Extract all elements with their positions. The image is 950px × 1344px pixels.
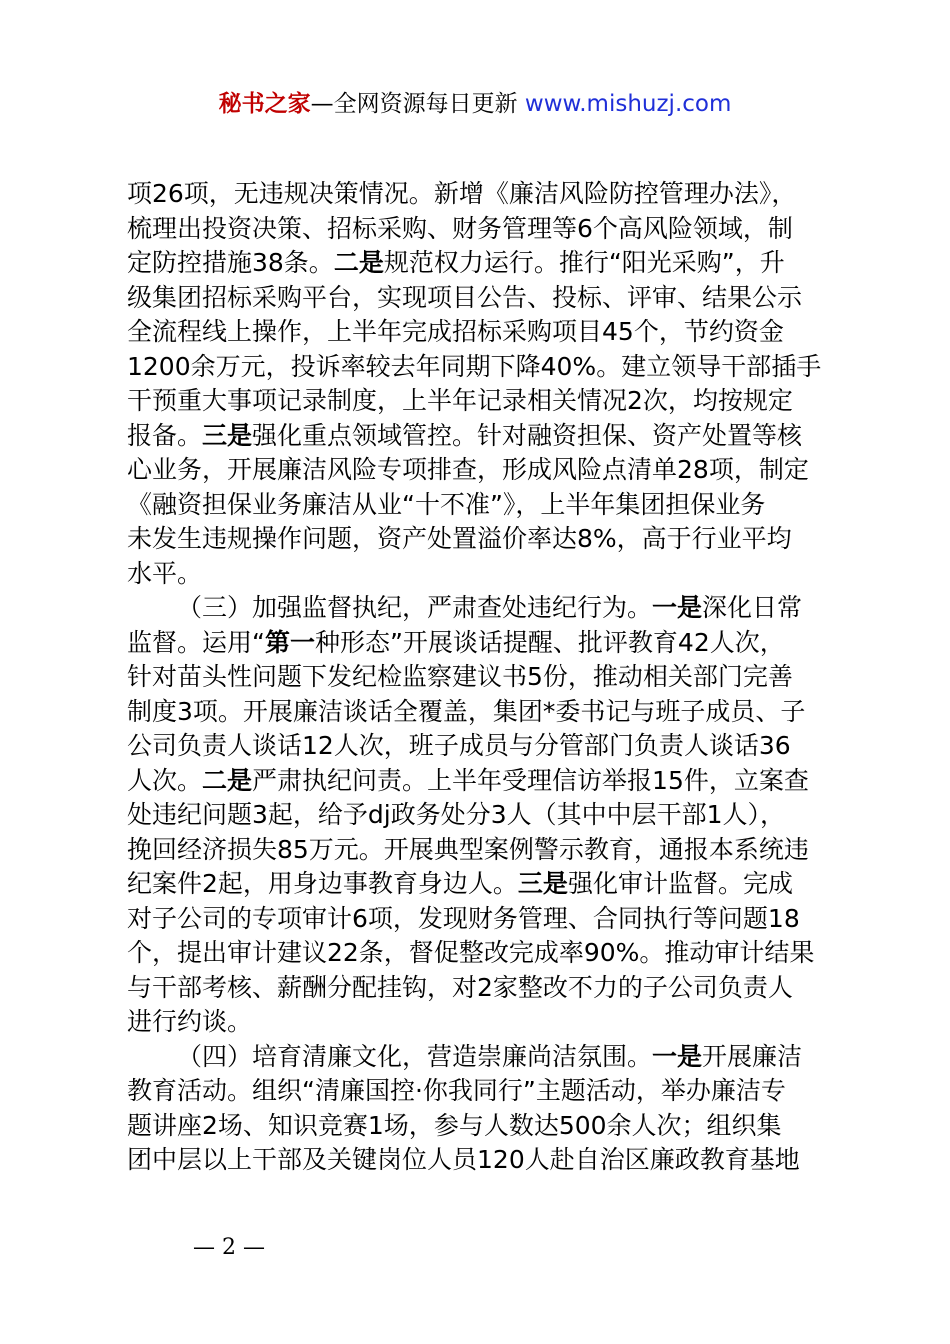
header-tagline: —全网资源每日更新 (310, 91, 525, 117)
text-run: 团中层以上干部及关键岗位人员120人赴自治区廉政教育基地 (127, 1145, 800, 1174)
text-line (127, 1143, 847, 1178)
text-run: 强化重点领域管控。针对融资担保、资产处置等核 (252, 420, 803, 450)
text-run: （三）加强监督执纪，严肃查处违纪行为。 (177, 593, 653, 622)
bold-keyword: 第一 (264, 627, 315, 657)
text-line (127, 867, 847, 902)
bold-keyword: 二是 (333, 248, 384, 277)
text-line (127, 246, 847, 281)
text-run: 种形态”开展谈话提醒、批评教育42人次， (314, 627, 785, 657)
text-line (127, 729, 847, 764)
text-line (127, 936, 847, 971)
text-line (127, 1109, 847, 1144)
text-line (127, 557, 847, 592)
text-run: 挽回经济损失85万元。开展典型案例警示教育，通报本系统违 (127, 834, 809, 864)
page-number: — 2 — (193, 1235, 265, 1260)
text-line (127, 212, 847, 247)
text-run: 项26项，无违规决策情况。新增《廉洁风险防控管理办法》， (127, 179, 797, 208)
text-run: 开展廉洁 (702, 1041, 803, 1071)
text-run: 1200余万元，投诉率较去年同期下降40%。建立领导干部插手 (127, 351, 822, 381)
bold-keyword: 二是 (202, 765, 253, 795)
text-run: 制度3项。开展廉洁谈话全覆盖，集团*委书记与班子成员、子 (127, 696, 806, 726)
text-line (127, 488, 847, 523)
text-line (127, 315, 847, 350)
text-run: 针对苗头性问题下发纪检监察建议书5份，推动相关部门完善 (127, 662, 793, 691)
text-line (127, 833, 847, 868)
text-run: 梳理出投资决策、招标采购、财务管理等6个高风险领域，制 (127, 213, 793, 243)
text-run: 题讲座2场、知识竞赛1场，参与人数达500余人次；组织集 (127, 1110, 782, 1140)
text-line (127, 281, 847, 316)
bold-keyword: 三是 (517, 869, 568, 898)
text-line (127, 453, 847, 488)
text-line (127, 798, 847, 833)
text-line (127, 1074, 847, 1109)
text-line (127, 384, 847, 419)
text-run: 对子公司的专项审计6项，发现财务管理、合同执行等问题18 (127, 903, 800, 933)
text-run: 深化日常 (702, 593, 803, 622)
bold-keyword: 一是 (652, 593, 703, 622)
text-run: 处违纪问题3起，给予dj政务处分3人（其中中层干部1人）， (127, 800, 786, 829)
text-run: 教育活动。组织“清廉国控·你我同行”主题活动，举办廉洁专 (127, 1076, 786, 1105)
site-header (0, 86, 950, 122)
text-line (127, 695, 847, 730)
brand-name: 秘书之家 (218, 91, 311, 117)
bold-keyword: 三是 (202, 420, 253, 450)
text-run: 进行约谈。 (127, 1007, 253, 1036)
text-run: 报备。 (127, 420, 203, 450)
paragraph (127, 591, 847, 1040)
text-line (127, 591, 847, 626)
text-run: 与干部考核、薪酬分配挂钩，对2家整改不力的子公司负责人 (127, 972, 793, 1002)
text-line (127, 177, 847, 212)
text-run: 心业务，开展廉洁风险专项排查，形成风险点清单28项，制定 (127, 455, 809, 484)
text-run: 定防控措施38条。 (127, 248, 334, 277)
text-run: 干预重大事项记录制度，上半年记录相关情况2次，均按规定 (127, 386, 793, 415)
text-line (127, 626, 847, 661)
text-run: 《融资担保业务廉洁从业“十不准”》，上半年集团担保业务 (127, 489, 766, 519)
text-run: 人次。 (127, 765, 203, 795)
text-run: 监督。运用“ (127, 627, 265, 657)
text-line (127, 522, 847, 557)
text-run: 强化审计监督。完成 (567, 869, 793, 898)
text-line (127, 902, 847, 937)
text-run: 纪案件2起，用身边事教育身边人。 (127, 869, 518, 898)
text-line (127, 660, 847, 695)
paragraph (127, 177, 847, 591)
text-line (127, 1040, 847, 1075)
paragraph (127, 1040, 847, 1178)
site-url-link[interactable]: www.mishuzj.com (524, 91, 732, 117)
bold-keyword: 一是 (652, 1041, 703, 1071)
text-line (127, 419, 847, 454)
text-run: 水平。 (127, 558, 203, 588)
text-run: 未发生违规操作问题，资产处置溢价率达8%，高于行业平均 (127, 524, 792, 553)
text-run: 严肃执纪问责。上半年受理信访举报15件，立案查 (252, 765, 809, 795)
text-run: （四）培育清廉文化，营造崇廉尚洁氛围。 (177, 1041, 653, 1071)
text-run: 全流程线上操作，上半年完成招标采购项目45个，节约资金 (127, 317, 784, 346)
text-run: 个，提出审计建议22条，督促整改完成率90%。推动审计结果 (127, 938, 815, 967)
text-line (127, 350, 847, 385)
text-run: 公司负责人谈话12人次，班子成员与分管部门负责人谈话36 (127, 731, 791, 760)
document-body (127, 177, 847, 1178)
text-line (127, 971, 847, 1006)
text-run: 级集团招标采购平台，实现项目公告、投标、评审、结果公示 (127, 282, 803, 312)
text-run: 规范权力运行。推行“阳光采购”，升 (383, 248, 785, 277)
text-line (127, 764, 847, 799)
text-line (127, 1005, 847, 1040)
